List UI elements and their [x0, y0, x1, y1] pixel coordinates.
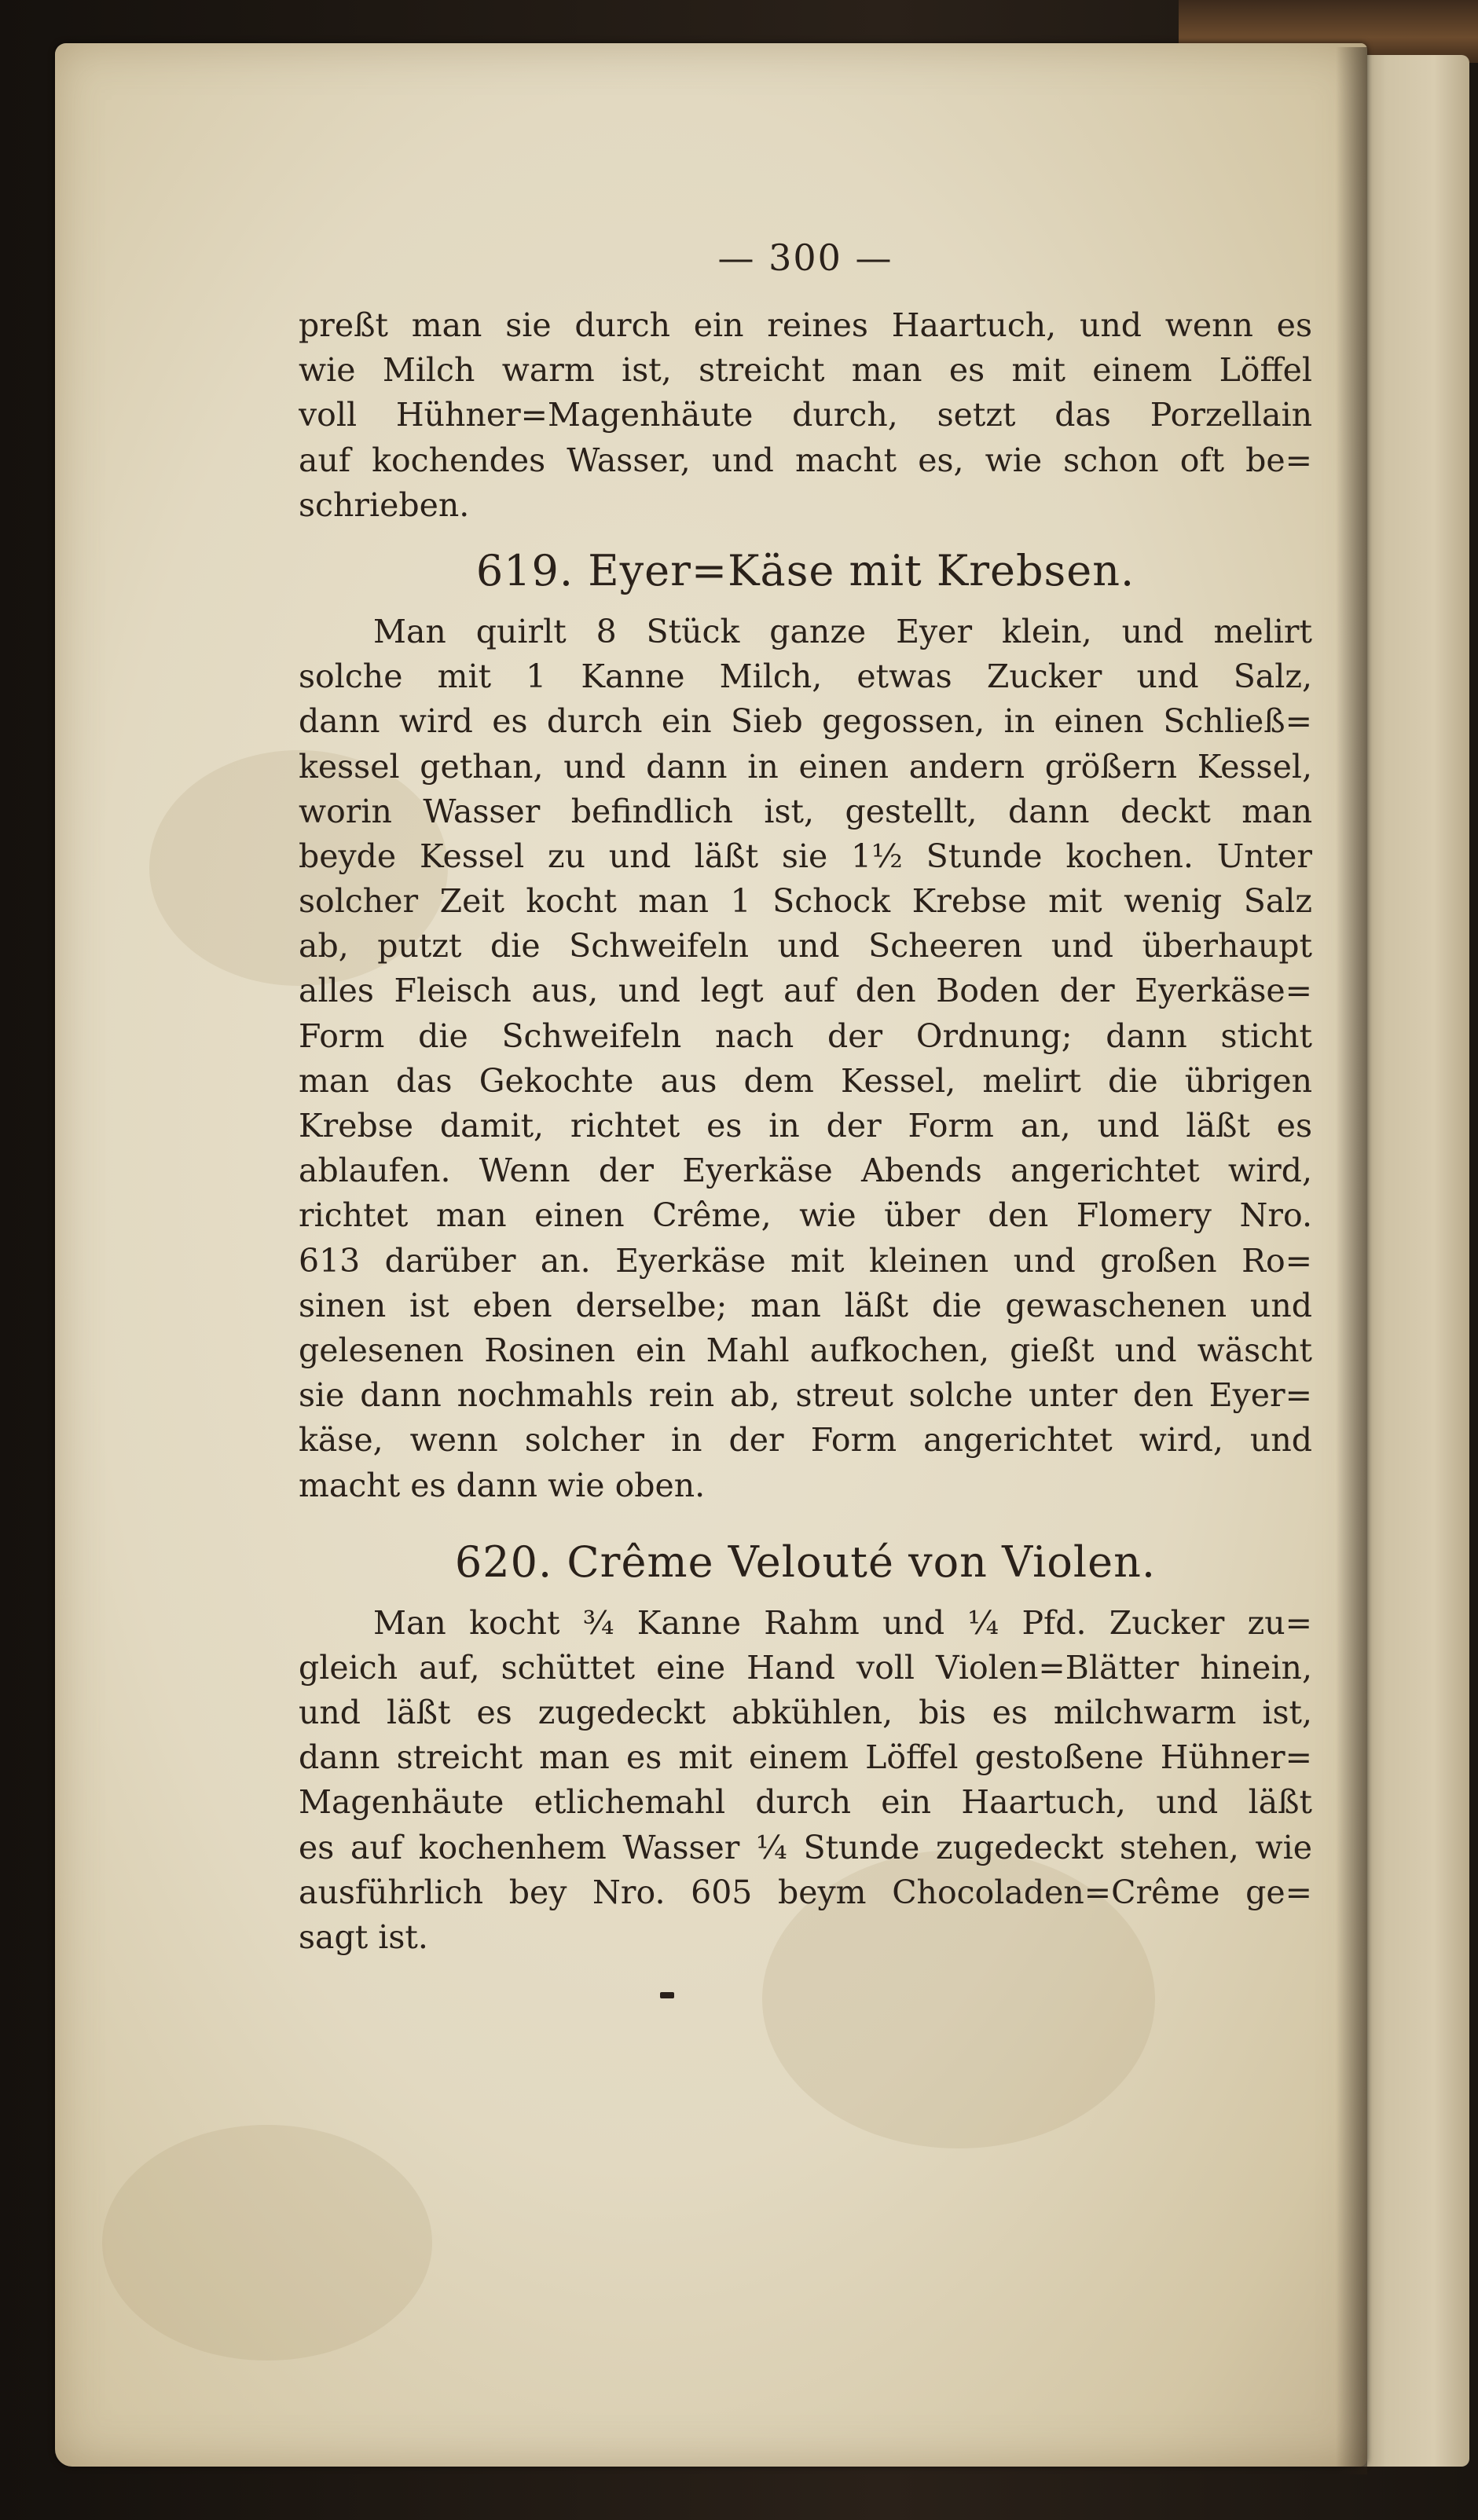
text-line: dann streicht man es mit einem Löffel gestoßene Hühner= [299, 1738, 1312, 1777]
paper-stain [102, 2125, 432, 2361]
recipe-620-body [299, 1601, 1312, 1961]
text-line: alles Fleisch aus, und legt auf den Boden der Eyerkäse= [299, 972, 1312, 1010]
text-line: gleich auf, schüttet eine Hand voll Violen=Blätter hinein, [299, 1648, 1312, 1687]
end-ornament [660, 1992, 674, 1998]
text-line: sinen ist eben derselbe; man läßt die gewaschenen und [299, 1286, 1312, 1324]
text-line: dann wird es durch ein Sieb gegossen, in einen Schließ= [299, 702, 1312, 741]
text-line: Magenhäute etlichemahl durch ein Haartuch, und läßt [299, 1783, 1312, 1822]
text-line: Man quirlt 8 Stück ganze Eyer klein, und melirt [373, 612, 1312, 650]
page-number: — 300 — [717, 236, 893, 279]
text-line: es auf kochenhem Wasser ¼ Stunde zugedeckt stehen, wie [299, 1828, 1312, 1866]
text-line: Form die Schweifeln nach der Ordnung; dann sticht [299, 1016, 1312, 1055]
text-line: ab, putzt die Schweifeln und Scheeren und überhaupt [299, 927, 1312, 965]
text-line: beyde Kessel zu und läßt sie 1½ Stunde kochen. Unter [299, 837, 1312, 875]
text-line: auf kochendes Wasser, und macht es, wie schon oft be= [299, 441, 1312, 479]
text-line: macht es dann wie oben. [299, 1466, 706, 1504]
text-line: preßt man sie durch ein reines Haartuch, und wenn es [299, 306, 1312, 344]
text-line: worin Wasser befindlich ist, gestellt, dann deckt man [299, 792, 1312, 830]
text-line: ausführlich bey Nro. 605 beym Chocoladen=Crême ge= [299, 1873, 1312, 1911]
text-line: voll Hühner=Magenhäute durch, setzt das Porzellain [299, 396, 1312, 434]
text-line: sagt ist. [299, 1918, 428, 1956]
next-page-edge [1351, 55, 1469, 2467]
text-line: wie Milch warm ist, streicht man es mit einem Löffel [299, 351, 1312, 390]
text-line: Man kocht ¾ Kanne Rahm und ¼ Pfd. Zucker zu= [373, 1603, 1312, 1642]
spine-shadow [1336, 47, 1367, 2474]
recipe-619-body [299, 610, 1312, 1508]
text-line: man das Gekochte aus dem Kessel, melirt die übrigen [299, 1061, 1312, 1100]
text-line: und läßt es zugedeckt abkühlen, bis es milchwarm ist, [299, 1694, 1312, 1732]
text-line: solche mit 1 Kanne Milch, etwas Zucker und Salz, [299, 657, 1312, 696]
text-line: schrieben. [299, 485, 470, 524]
text-line: richtet man einen Crême, wie über den Flomery Nro. [299, 1196, 1312, 1235]
recipe-620-title: 620. Crême Velouté von Violen. [454, 1537, 1157, 1587]
text-line: 613 darüber an. Eyerkäse mit kleinen und großen Ro= [299, 1241, 1312, 1280]
continued-paragraph [299, 303, 1312, 528]
recipe-619-title: 619. Eyer=Käse mit Krebsen. [475, 545, 1135, 595]
text-line: käse, wenn solcher in der Form angerichtet wird, und [299, 1421, 1312, 1460]
page-text [299, 236, 1312, 1960]
text-line: ablaufen. Wenn der Eyerkäse Abends angerichtet wird, [299, 1152, 1312, 1190]
text-line: Krebse damit, richtet es in der Form an, und läßt es [299, 1107, 1312, 1145]
text-line: kessel gethan, und dann in einen andern größern Kessel, [299, 747, 1312, 786]
text-line: gelesenen Rosinen ein Mahl aufkochen, gießt und wäscht [299, 1331, 1312, 1369]
text-line: solcher Zeit kocht man 1 Schock Krebse mit wenig Salz [299, 882, 1312, 921]
text-line: sie dann nochmahls rein ab, streut solche unter den Eyer= [299, 1376, 1312, 1415]
